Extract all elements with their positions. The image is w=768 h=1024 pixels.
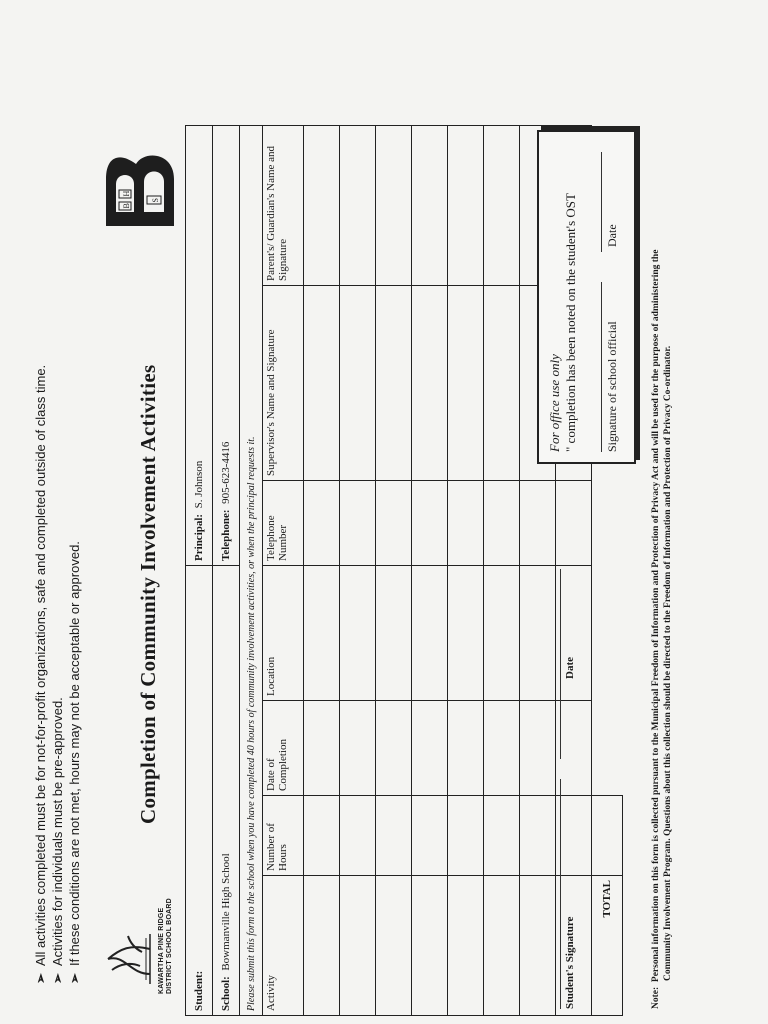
table-cell[interactable]	[448, 796, 484, 876]
school-field[interactable]: School: Bowmanville High School	[213, 565, 240, 1015]
table-row	[448, 125, 484, 1015]
board-logo-icon	[100, 924, 160, 994]
student-principal-row	[186, 125, 213, 1015]
table-cell[interactable]	[340, 480, 376, 565]
table-cell[interactable]	[376, 796, 412, 876]
arrow-bullet-icon: ➢	[50, 973, 65, 984]
table-cell[interactable]	[340, 125, 376, 285]
office-use-box	[537, 130, 636, 464]
official-signature-line[interactable]	[601, 282, 602, 452]
table-cell[interactable]	[376, 876, 412, 1016]
table-cell[interactable]	[376, 565, 412, 700]
instructions-list	[32, 365, 83, 984]
table-cell[interactable]	[448, 125, 484, 285]
table-cell[interactable]	[412, 701, 448, 796]
school-crest-icon	[100, 148, 180, 234]
table-cell[interactable]	[412, 125, 448, 285]
footnote-line1: Personal information on this form is collected pursuant to the Municipal Freedom of Information and Protection of Privacy Act and will be used for the purpose of administering the	[651, 249, 661, 983]
signature-block	[530, 509, 590, 1009]
signature-date-line[interactable]	[560, 569, 561, 759]
table-cell[interactable]	[376, 285, 412, 480]
board-name-line2: DISTRICT SCHOOL BOARD	[166, 898, 173, 994]
student-signature-label: Student's Signature	[564, 916, 576, 1009]
table-row	[376, 125, 412, 1015]
table-cell[interactable]	[340, 565, 376, 700]
table-cell[interactable]	[412, 565, 448, 700]
table-row	[340, 125, 376, 1015]
column-header: Number of Hours	[263, 796, 304, 876]
table-cell[interactable]	[448, 480, 484, 565]
official-signature-label: Signature of school official	[605, 321, 619, 452]
table-cell[interactable]	[340, 285, 376, 480]
board-logo	[100, 834, 190, 994]
instruction-item: ➢If these conditions are not met, hours may not be acceptable or approved.	[67, 541, 82, 984]
table-cell[interactable]	[304, 701, 340, 796]
table-cell[interactable]	[484, 565, 520, 700]
instruction-item: ➢All activities completed must be for not-for-profit organizations, safe and completed outside of class time.	[33, 364, 48, 984]
column-header: Activity	[263, 876, 304, 1016]
table-cell[interactable]	[448, 285, 484, 480]
table-cell[interactable]	[412, 285, 448, 480]
telephone-field[interactable]: Telephone: 905-623-4416	[213, 125, 240, 565]
table-cell[interactable]	[448, 565, 484, 700]
total-hours-cell[interactable]	[592, 796, 623, 876]
table-cell[interactable]	[484, 125, 520, 285]
table-row	[412, 125, 448, 1015]
student-field[interactable]: Student:	[186, 565, 213, 1015]
table-cell[interactable]	[484, 285, 520, 480]
table-cell[interactable]	[340, 876, 376, 1016]
page-title: Completion of Community Involvement Activities	[136, 364, 160, 824]
office-use-heading: For office use only	[547, 354, 562, 452]
principal-field[interactable]: Principal: S. Johnson	[186, 125, 213, 565]
table-cell[interactable]	[304, 480, 340, 565]
table-cell[interactable]	[376, 701, 412, 796]
table-cell[interactable]	[448, 876, 484, 1016]
table-cell[interactable]	[484, 480, 520, 565]
table-cell[interactable]	[304, 876, 340, 1016]
board-name-line1: KAWARTHA PINE RIDGE	[158, 907, 165, 994]
arrow-bullet-icon: ➢	[33, 973, 48, 984]
table-cell[interactable]	[412, 480, 448, 565]
office-date-label: Date	[605, 224, 619, 247]
table-cell[interactable]	[304, 565, 340, 700]
column-header: Telephone Number	[263, 480, 304, 565]
table-cell[interactable]	[376, 480, 412, 565]
table-cell[interactable]	[376, 125, 412, 285]
footnote-label: Note:	[651, 986, 661, 1009]
crest-main-letter: B	[100, 233, 101, 234]
column-header: Parent's/ Guardian's Name and Signature	[263, 125, 304, 285]
signature-date-label: Date	[564, 657, 576, 679]
table-cell[interactable]	[484, 876, 520, 1016]
arrow-bullet-icon: ➢	[67, 973, 82, 984]
table-cell[interactable]	[484, 796, 520, 876]
column-header: Date of Completion	[263, 701, 304, 796]
column-header: Supervisor's Name and Signature	[263, 285, 304, 480]
crest-letter-b: B	[122, 203, 131, 209]
table-cell[interactable]	[484, 701, 520, 796]
column-header: Location	[263, 565, 304, 700]
table-row	[484, 125, 520, 1015]
table-cell[interactable]	[448, 701, 484, 796]
total-label: TOTAL	[592, 876, 623, 1016]
instruction-item: ➢Activities for individuals must be pre-approved.	[50, 697, 65, 984]
table-cell[interactable]	[304, 796, 340, 876]
crest-letter-h: H	[122, 190, 131, 197]
office-date-line[interactable]	[601, 152, 602, 252]
column-header-row	[263, 125, 304, 1015]
table-cell[interactable]	[340, 701, 376, 796]
table-row	[304, 125, 340, 1015]
privacy-footnote	[650, 69, 674, 1009]
crest-letter-s: S	[151, 198, 160, 203]
school-logo	[100, 148, 180, 234]
footnote-line2: Community Involvement Program. Questions about this collection should be directed to the Freedom of Information and Protection of Privacy Co-ordinator.	[663, 345, 673, 981]
student-signature-line[interactable]	[560, 779, 561, 1009]
table-cell[interactable]	[304, 125, 340, 285]
table-cell[interactable]	[412, 876, 448, 1016]
table-cell[interactable]	[412, 796, 448, 876]
submit-note: Please submit this form to the school when you have completed 40 hours of community involvement activities, or when the principal requests it.	[240, 125, 263, 1015]
school-telephone-row	[213, 125, 240, 1015]
table-cell[interactable]	[304, 285, 340, 480]
submit-note-row	[240, 125, 263, 1015]
office-use-text: " completion has been noted on the student's OST	[563, 193, 578, 452]
table-cell[interactable]	[340, 796, 376, 876]
